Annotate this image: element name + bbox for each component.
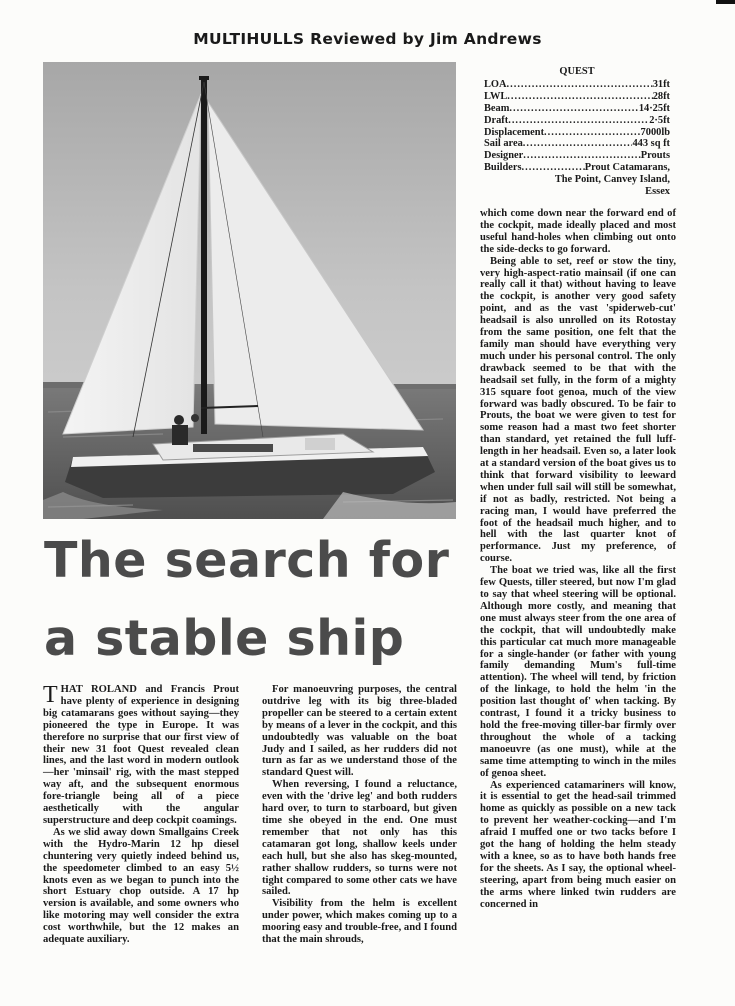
- spec-value: 7000lb: [640, 126, 670, 138]
- headline-line-2: a stable ship: [44, 610, 405, 667]
- spec-label: Beam: [484, 102, 510, 114]
- spec-value: Prouts: [640, 150, 670, 162]
- spec-label: Displacement: [484, 126, 545, 138]
- spec-label: Draft: [484, 114, 509, 126]
- spec-row: [484, 103, 670, 115]
- spec-row: [484, 115, 670, 127]
- spec-row: [484, 127, 670, 139]
- drop-cap: T: [43, 682, 58, 708]
- catamaran-photo: [43, 62, 456, 519]
- spec-row: [484, 79, 670, 91]
- article-paragraph: As experienced catamariners will know, it is essential to get the head-sail trimmed home as quickly as possible on a new tack to prevent her weather-cocking—and I'm afraid I muffed one or two tacks before I got the hang of holding the helm steady with a knee, so as to have both hands free for the sheets. As I say, the optional wheel-steering, apart from being much easier on the arms where linked twin rudders are concerned in: [480, 779, 676, 910]
- headline-line-1: The search for: [44, 532, 450, 589]
- article-column-1: [43, 684, 239, 946]
- spec-value: Prout Catamarans,: [584, 162, 670, 174]
- corner-mark: [716, 0, 735, 4]
- spec-label: LOA: [484, 78, 507, 90]
- article-paragraph: The boat we tried was, like all the first few Quests, tiller steered, but now I'm glad to say that wheel steering will be optional. Although more costly, and meaning that one must always steer from the one area of the cockpit, that will undoubtedly make this particular cat much more manageable for a single-hander (or father with young family demanding Mum's full-time attention). The wheel will tend, by friction of the linkage, to hold the helm 'in the position last thought of' when tacking. By contrast, I found it a tricky business to hold the free-moving tiller-bar firmly over throughout the whole of a tacking manoeuvre (as one must), while at the same time attempting to winch in the miles of genoa sheet.: [480, 565, 676, 779]
- article-paragraph: When reversing, I found a reluctance, even with the 'drive leg' and both rudders hard over, to turn to starboard, but given time she obeyed in the end. One must remember that not only has this catamaran got long, shallow keels under each hull, but she also has skeg-mounted, rather shallow rudders, so turns were not tight compared to some other cats we have sailed.: [262, 779, 457, 898]
- article-paragraph: For manoeuvring purposes, the central outdrive leg with its big three-bladed propeller can be steered to a certain extent by means of a lever in the cockpit, and this undoubtedly was valuable on the boat Judy and I sailed, as her rudders did not turn as far as we understand those of the standard Quest will.: [262, 684, 457, 779]
- spec-address-line: The Point, Canvey Island,: [554, 174, 670, 186]
- article-column-2: [262, 684, 457, 946]
- article-column-3: [480, 208, 676, 910]
- spec-row: [484, 150, 670, 162]
- spec-value: 14·25ft: [638, 102, 670, 114]
- spec-value: 28ft: [652, 90, 670, 102]
- spec-value: 31ft: [652, 78, 670, 90]
- spec-box: [484, 66, 670, 198]
- article-paragraph: which come down near the forward end of the cockpit, made ideally placed and most useful hand-holes when climbing out onto the side-decks to go forward.: [480, 208, 676, 255]
- spec-label: Designer: [484, 150, 524, 162]
- spec-value: 443 sq ft: [632, 138, 670, 150]
- spec-row: [484, 138, 670, 150]
- spec-address-line: Essex: [645, 186, 670, 198]
- spec-label: LWL: [484, 90, 508, 102]
- article-paragraph: Being able to set, reef or stow the tiny, very high-aspect-ratio mainsail (if one can really call it that) without having to leave the cockpit, is another very good safety point, and as the vast 'spiderweb-cut' headsail is also unrolled on its Rotostay from the same position, one felt that the family man should have everything very much under his personal control. The only drawback seemed to be that with the headsail set fully, in the form of a mighty 315 square foot genoa, much of the view forward was badly obscured. To be fair to Prouts, the boat we were given to test for some reason had a mast two feet shorter than standard, yet retained the full luff-length in her headsail. Even so, a later look at a standard version of the boat gives us to think that forward visibility to leeward when under full sail will still be somewhat, if not as badly, restricted. Not being a racing man, I would have preferred the foot of the headsail much higher, and to hell with the last quarter knot of performance. Just my preference, of course.: [480, 255, 676, 565]
- spec-label: Sail area: [484, 138, 523, 150]
- article-paragraph: THAT ROLAND and Francis Prout have plenty of experience in designing big catamarans goes without saying—they pioneered the type in Europe. It was therefore no surprise that our first view of their new 31 foot Quest revealed clean lines, and the last word in modern outlook—her 'minsail' rig, with the mast stepped way aft, and the subsequent enormous fore-triangle being all of a piece aesthetically with the angular superstructure and deep cockpit coamings.: [43, 682, 239, 826]
- article-paragraph: Visibility from the helm is excellent under power, which makes coming up to a mooring easy and trouble-free, and I found that the main shrouds,: [262, 898, 457, 946]
- spec-row: [484, 162, 670, 174]
- spec-title: QUEST: [559, 66, 595, 77]
- article-paragraph: As we slid away down Smallgains Creek with the Hydro-Marin 12 hp diesel chuntering very quietly indeed behind us, the speedometer climbed to an easy 5½ knots even as we began to punch into the short Estuary chop outside. A 17 hp version is available, and some owners who like motoring may well consider the extra cost worthwhile, but the 12 makes an adequate auxiliary.: [43, 826, 239, 946]
- spec-label: Builders: [484, 162, 522, 174]
- spec-row: [484, 91, 670, 103]
- page-header: MULTIHULLS Reviewed by Jim Andrews: [193, 30, 542, 48]
- spec-value: 2·5ft: [649, 114, 670, 126]
